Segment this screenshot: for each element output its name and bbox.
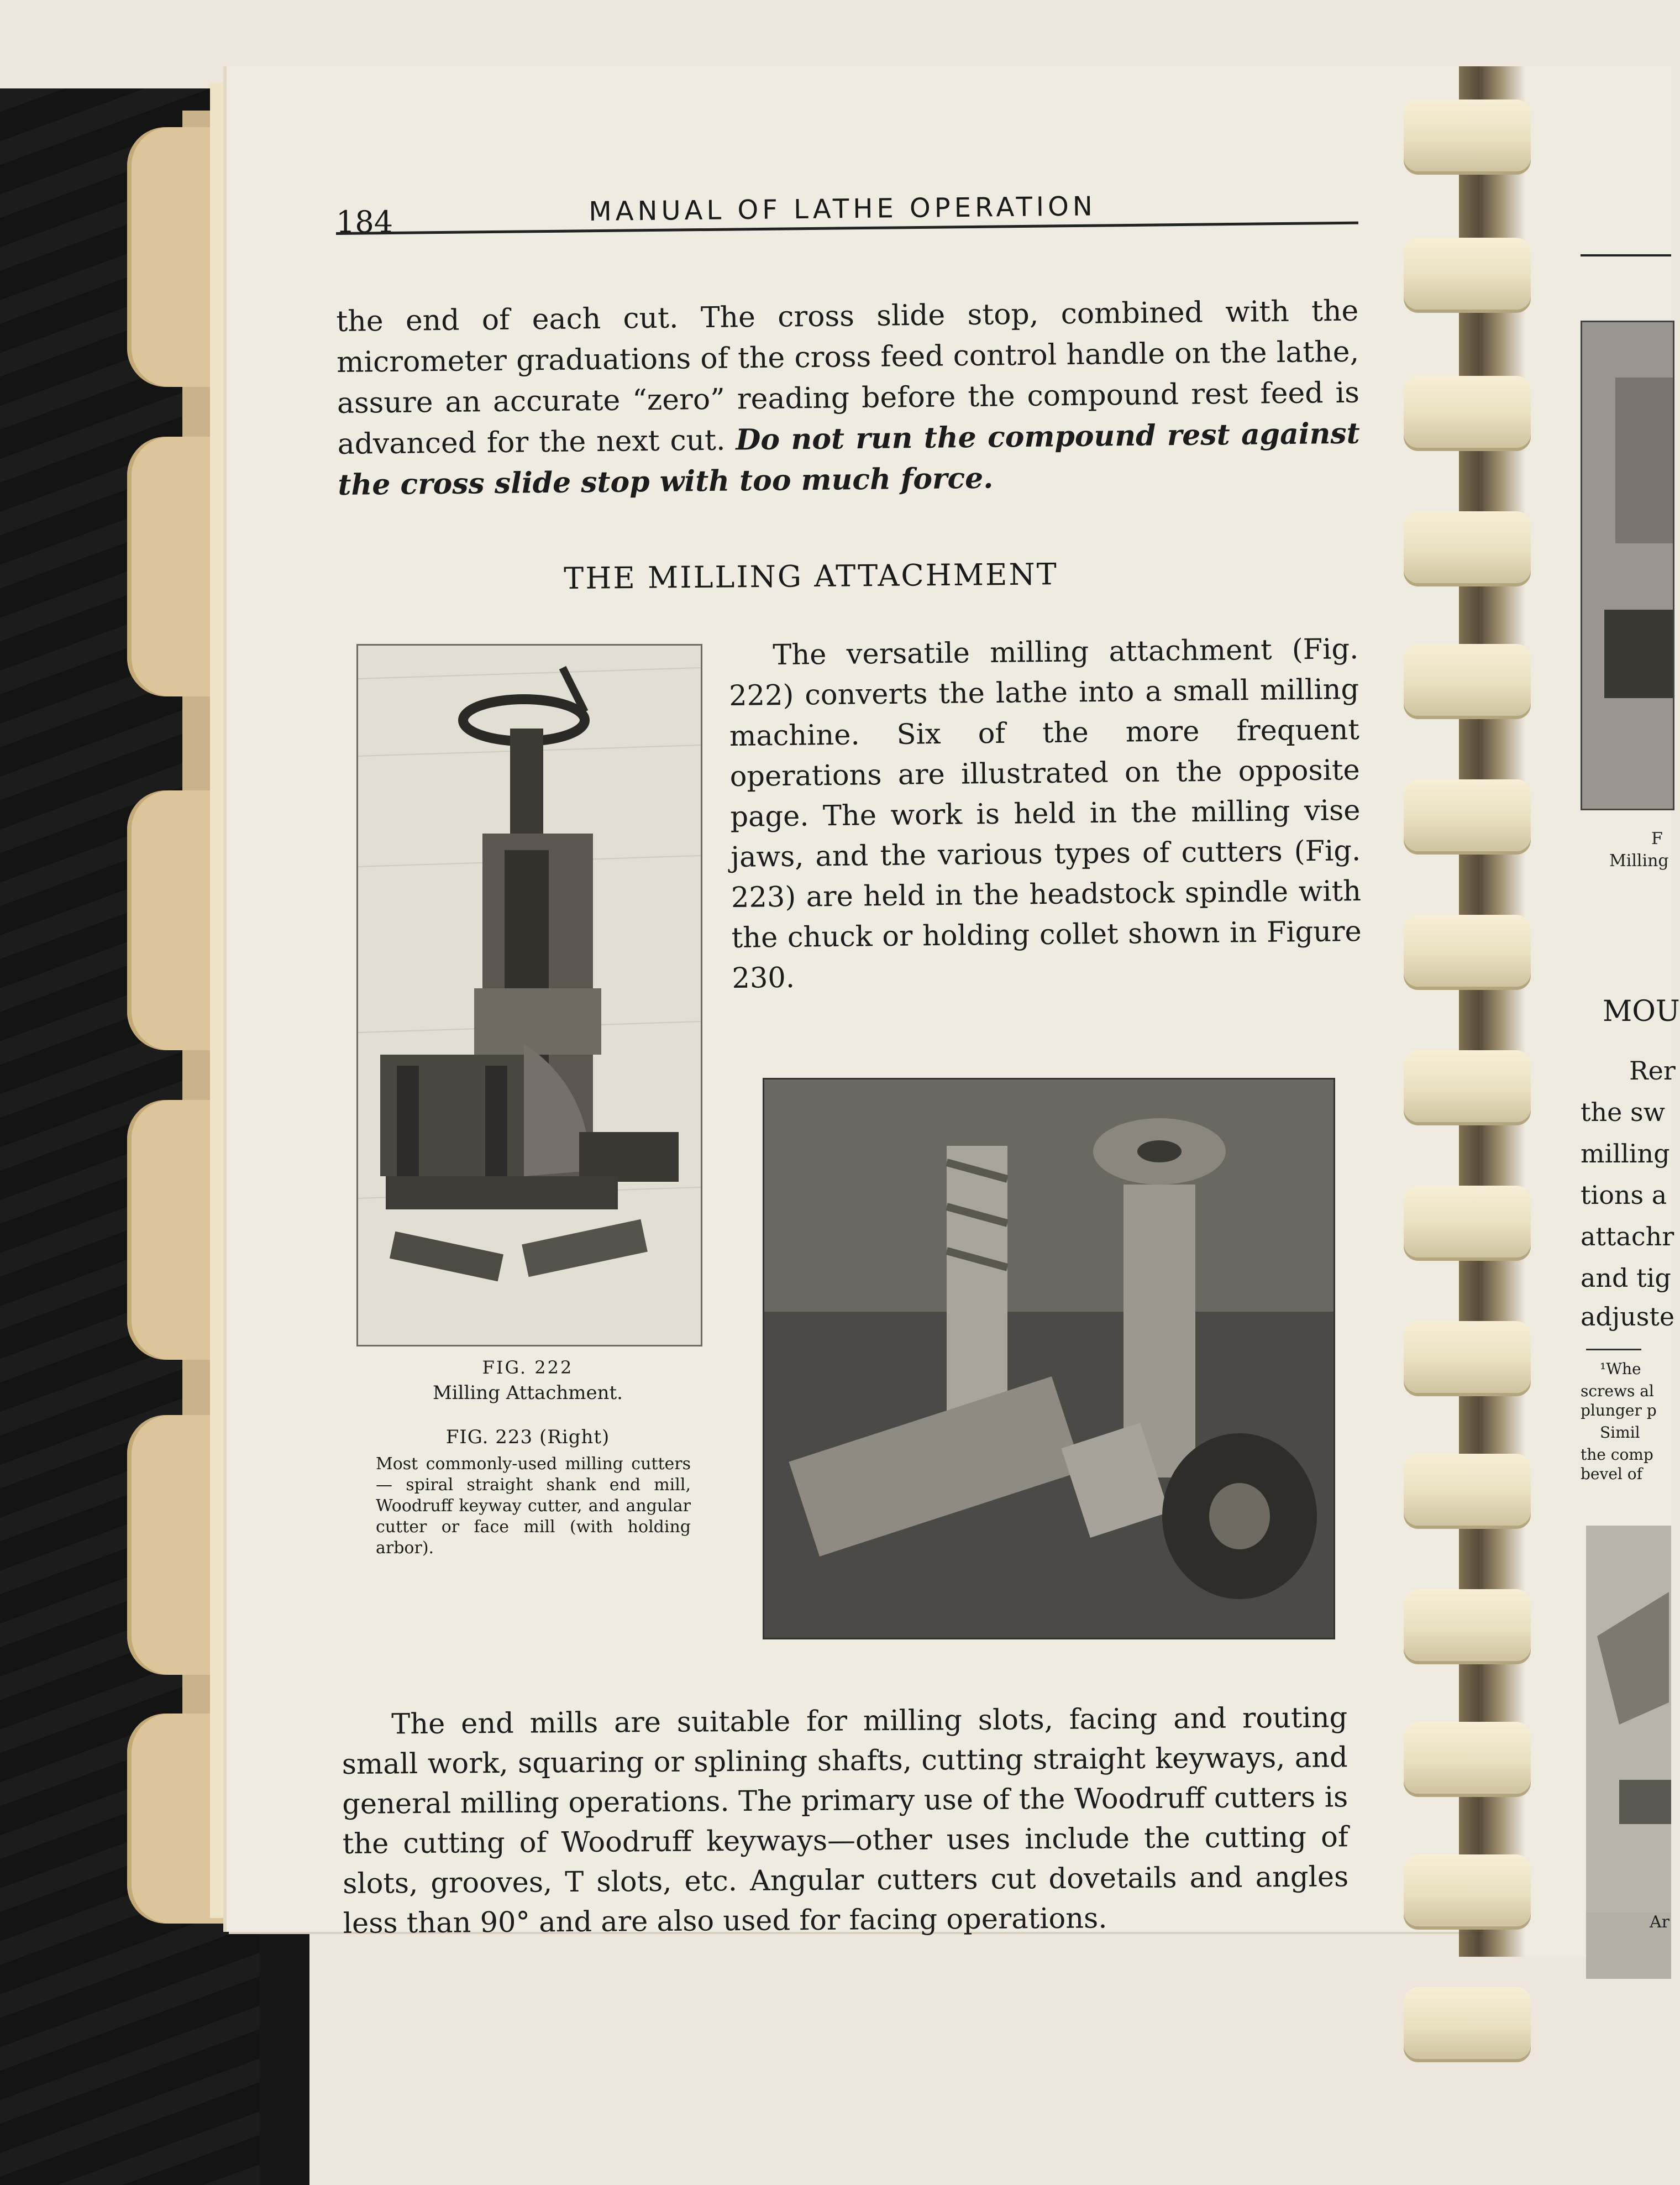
opposite-photo-bottom (1586, 1526, 1671, 1979)
binding-coil (1404, 1722, 1542, 1799)
opposite-footnote: bevel of (1581, 1465, 1642, 1483)
opposite-line: adjuste (1581, 1302, 1675, 1332)
fig-223-label: FIG. 223 (Right) (445, 1426, 610, 1448)
opposite-line: milling (1581, 1139, 1670, 1169)
opposite-footnote: screws al (1581, 1382, 1654, 1400)
binding-coil (1404, 99, 1542, 177)
opposite-photo-bottom-drawing (1586, 1526, 1671, 1912)
section-heading: THE MILLING ATTACHMENT (564, 557, 1058, 596)
binding-coil (1404, 238, 1542, 315)
binding-coil (1404, 1589, 1542, 1667)
milling-cutters-photo (764, 1080, 1334, 1638)
fig-222-label: FIG. 222 (482, 1357, 574, 1378)
opposite-line: Rer (1629, 1056, 1676, 1086)
opposite-line: tions a (1581, 1180, 1667, 1210)
opposite-header-rule (1581, 254, 1671, 256)
closing-paragraph: The end mills are suitable for milling slots, facing and routing small work, squaring or splining shafts, cutting straight keyways, and general milling operations. The primary use of the Woodruff cutters is the cutting of Woodruff keyways—other uses include the cutting of slots, grooves, T slots, etc. Angular cutters cut dovetails and angles less than 90° and are also used for facing operations. (342, 1701, 1349, 1940)
opposite-footnote: Simil (1600, 1423, 1640, 1442)
binding-coil (1404, 1050, 1542, 1128)
binding-coil (1404, 1321, 1542, 1398)
opposite-footnote: plunger p (1581, 1401, 1657, 1419)
intro-emphasis: Do not run the compound rest against the cross slide stop with too much force. (338, 416, 1360, 502)
opposite-caption-title: Milling (1609, 851, 1669, 871)
binding-coil (1404, 644, 1542, 721)
intro-paragraph (336, 291, 1361, 506)
page-number: 184 (336, 205, 393, 239)
binding-coil (1404, 511, 1542, 589)
opposite-line: the sw (1581, 1097, 1665, 1127)
fig-223-image (763, 1078, 1335, 1639)
opposite-line: attachr (1581, 1222, 1674, 1251)
intro-text: the end of each cut. The cross slide stop, combined with the micrometer graduations of the cross feed control handle on the lathe, assure an accurate “zero” reading before the compound rest feed is advanced for the next cut. (336, 294, 1360, 461)
running-title: MANUAL OF LATHE OPERATION (589, 191, 1097, 227)
fig-222-title: Milling Attachment. (432, 1382, 623, 1404)
binding-coil (1404, 1987, 1542, 2065)
fig-223-caption: Most commonly-used milling cutters — spiral straight shank end mill, Woodruff keyway cutter, and angular cutter or face mill (with holding arbor). (376, 1454, 691, 1558)
opposite-photo-top (1581, 321, 1674, 810)
section-paragraph: The versatile milling attachment (Fig. 222) converts the lathe into a small milling machine. Six of the more frequent operations are illustrated on the opposite page. The work is held in the milling vise jaws, and the various types of cutters (Fig. 223) are held in the headstock spindle with the chuck or holding collet shown in Figure 230. (728, 633, 1362, 995)
binding-coil (1404, 1186, 1542, 1263)
binding-coil (1404, 1854, 1542, 1932)
binding-coil (1404, 376, 1542, 453)
opposite-line: and tig (1581, 1263, 1671, 1293)
binding-coil (1404, 915, 1542, 992)
opposite-footnote-rule (1586, 1349, 1641, 1350)
binding-coil (1404, 779, 1542, 857)
milling-attachment-drawing (358, 646, 701, 1345)
opposite-footnote: ¹Whe (1600, 1360, 1641, 1378)
opposite-footnote: the comp (1581, 1445, 1653, 1464)
opposite-caption-lower: Ar (1650, 1912, 1670, 1932)
gutter-shadow (1459, 66, 1525, 1957)
fig-222-image (356, 644, 702, 1346)
binding-coil (1404, 1454, 1542, 1531)
opposite-photo-top-drawing (1582, 322, 1673, 809)
opposite-caption-label: F (1651, 829, 1663, 848)
opposite-heading: MOU (1603, 995, 1680, 1028)
